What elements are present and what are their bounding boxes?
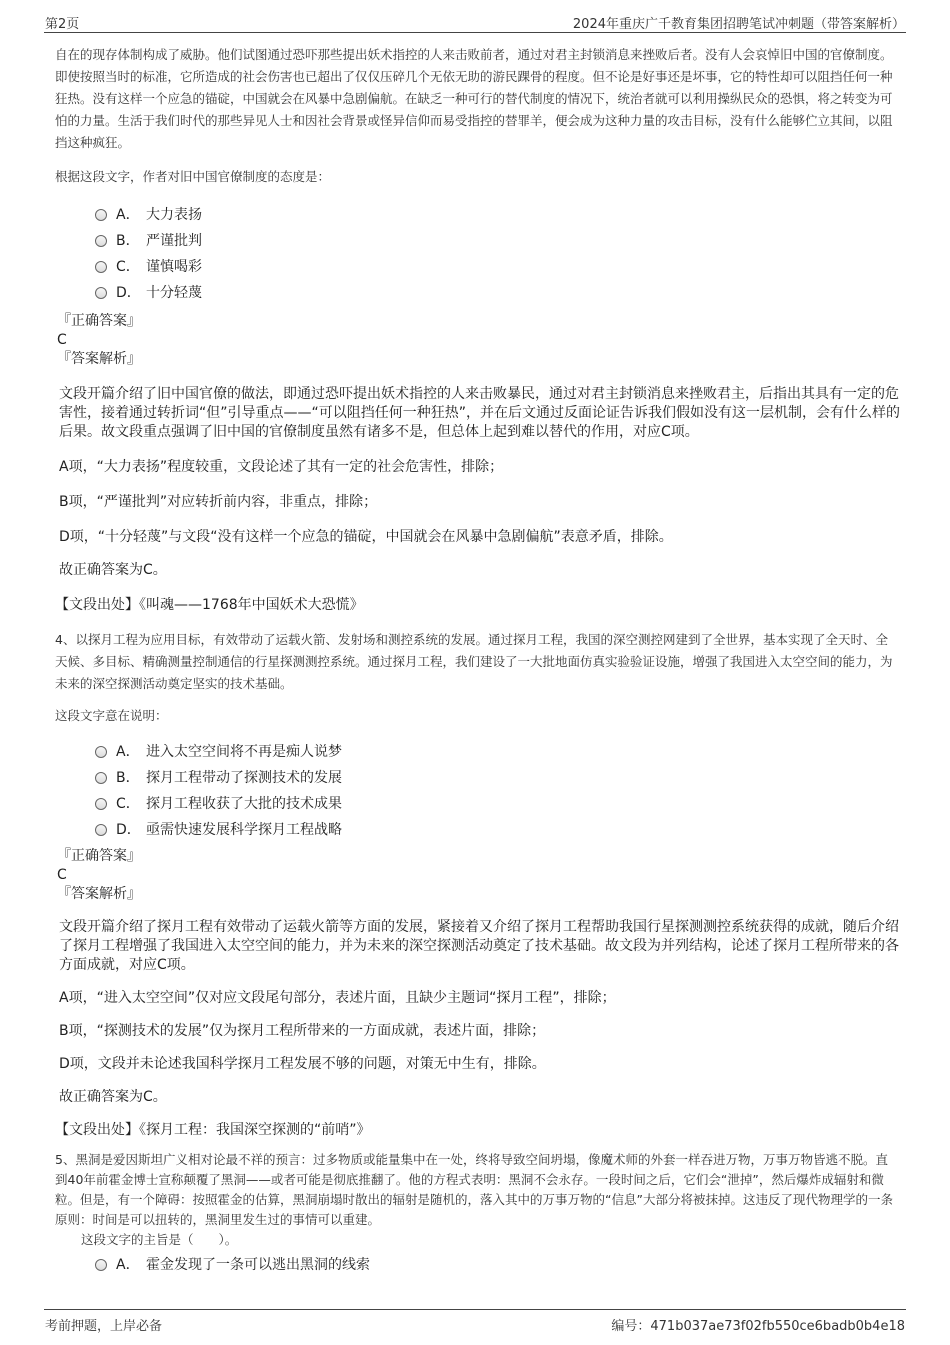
page-content <box>55 44 900 1278</box>
q3-source: 【文段出处】《叫魂——1768年中国妖术大恐慌》 <box>55 597 364 613</box>
radio-icon[interactable] <box>95 824 107 836</box>
radio-icon[interactable] <box>95 746 107 758</box>
q4-option-c[interactable]: C． 探月工程收获了大批的技术成果 <box>95 791 900 817</box>
q5-passage: 5、黑洞是爱因斯坦广义相对论最不祥的预言：过多物质或能量集中在一处，终将导致空间坍塌，像魔术师的外套一样吞进万物，万事万物皆逃不脱。直到40年前霍金博士宣称颠覆了黑洞——或者可能是彻底推翻了。他的方程式表明：黑洞不会永存。一段时间之后，它们会“泄掉”，然后爆炸成辐射和微粒。但是，有一个障碍：按照霍金的估算，黑洞崩塌时散出的辐射是随机的，落入其中的万事万物的“信息”大部分将被抹掉。这违反了现代物理学的一条原则：时间是可以扭转的，黑洞里发生过的事情可以重建。 <box>55 1152 893 1227</box>
page-header <box>0 0 950 34</box>
document-serial: 编号：471b037ae73f02fb550ce6badb0b4e18 <box>611 1319 905 1334</box>
q3-analysis-label: 『答案解析』 <box>57 351 141 367</box>
q4-options <box>55 739 900 843</box>
document-title: 2024年重庆广千教育集团招聘笔试冲刺题（带答案解析） <box>572 17 905 32</box>
footer-slogan: 考前押题，上岸必备 <box>45 1319 163 1334</box>
q4-analysis-conclusion: 故正确答案为C。 <box>59 1089 167 1105</box>
radio-icon[interactable] <box>95 261 107 273</box>
q4-analysis-main: 文段开篇介绍了探月工程有效带动了运载火箭等方面的发展，紧接着又介绍了探月工程帮助我国行星探测测控系统获得的成就，随后介绍了探月工程增强了我国进入太空空间的能力，并为未来的深空探测活动奠定了技术基础。故文段为并列结构，论述了探月工程所带来的各方面成就，对应C项。 <box>59 919 899 973</box>
q3-options <box>55 202 900 306</box>
radio-icon[interactable] <box>95 209 107 221</box>
q3-option-d[interactable]: D． 十分轻蔑 <box>95 280 900 306</box>
q3-option-b[interactable]: B． 严谨批判 <box>95 228 900 254</box>
page-footer <box>0 1305 950 1345</box>
header-divider <box>44 32 906 33</box>
q5-question: 这段文字的主旨是（ ）。 <box>81 1232 238 1247</box>
q4-option-d[interactable]: D． 亟需快速发展科学探月工程战略 <box>95 817 900 843</box>
q3-answer: C <box>57 332 67 348</box>
radio-icon[interactable] <box>95 772 107 784</box>
q4-option-b[interactable]: B． 探月工程带动了探测技术的发展 <box>95 765 900 791</box>
q4-analysis-b: B项，“探测技术的发展”仅为探月工程所带来的一方面成就，表述片面，排除； <box>59 1023 546 1039</box>
q3-analysis-d: D项，“十分轻蔑”与文段“没有这样一个应急的锚碇，中国就会在风暴中急剧偏航”表意矛盾，排除。 <box>59 529 673 545</box>
q4-question: 这段文字意在说明： <box>55 708 168 723</box>
q4-source: 【文段出处】《探月工程：我国深空探测的“前哨”》 <box>55 1122 371 1138</box>
q5-options <box>55 1252 900 1278</box>
radio-icon[interactable] <box>95 1259 107 1271</box>
radio-icon[interactable] <box>95 287 107 299</box>
q3-analysis-main: 文段开篇介绍了旧中国官僚的做法，即通过恐吓提出妖术指控的人来击败暴民，通过对君主封锁消息来挫败君主，后指出其具有一定的危害性，接着通过转折词“但”引导重点——“可以阻挡任何一种狂热”，并在后文通过反面论证告诉我们假如没有这一层机制，会有什么样的后果。故文段重点强调了旧中国的官僚制度虽然有诸多不是，但总体上起到难以替代的作用，对应C项。 <box>59 386 901 440</box>
q4-passage: 4、以探月工程为应用目标，有效带动了运载火箭、发射场和测控系统的发展。通过探月工程，我国的深空测控网建到了全世界，基本实现了全天时、全天候、多目标、精确测量控制通信的行星探测测控系统。通过探月工程，我们建设了一大批地面仿真实验验证设施，增强了我国进入太空空间的能力，为未来的深空探测活动奠定坚实的技术基础。 <box>55 632 893 691</box>
q3-passage: 自在的现存体制构成了威胁。他们试图通过恐吓那些提出妖术指控的人来击败前者，通过对君主封锁消息来挫败后者。没有人会哀悼旧中国的官僚制度。即使按照当时的标准，它所造成的社会伤害也已超出了仅仅压碎几个无依无助的游民踝骨的程度。但不论是好事还是坏事，它的特性却可以阻挡任何一种狂热。没有这样一个应急的锚碇，中国就会在风暴中急剧偏航。在缺乏一种可行的替代制度的情况下，统治者就可以利用操纵民众的恐惧，将之转变为可怕的力量。生活于我们时代的那些异见人士和因社会背景或怪异信仰而易受指控的替罪羊，便会成为这种力量的攻击目标，没有什么能够伫立其间，以阻挡这种疯狂。 <box>55 47 893 150</box>
q3-analysis-b: B项，“严谨批判”对应转折前内容，非重点，排除； <box>59 494 378 510</box>
q3-question: 根据这段文字，作者对旧中国官僚制度的态度是： <box>55 169 331 184</box>
q3-option-a[interactable]: A． 大力表扬 <box>95 202 900 228</box>
q4-analysis-label: 『答案解析』 <box>57 886 141 902</box>
q3-option-c[interactable]: C． 谨慎喝彩 <box>95 254 900 280</box>
page-number: 第2页 <box>45 17 80 32</box>
q4-analysis-d: D项，文段并未论述我国科学探月工程发展不够的问题，对策无中生有，排除。 <box>59 1056 546 1072</box>
q4-option-a[interactable]: A． 进入太空空间将不再是痴人说梦 <box>95 739 900 765</box>
q5-option-a[interactable]: A． 霍金发现了一条可以逃出黑洞的线索 <box>95 1252 900 1278</box>
q4-answer: C <box>57 867 67 883</box>
radio-icon[interactable] <box>95 798 107 810</box>
q3-analysis-conclusion: 故正确答案为C。 <box>59 562 167 578</box>
radio-icon[interactable] <box>95 235 107 247</box>
q4-analysis-a: A项，“进入太空空间”仅对应文段尾句部分，表述片面，且缺少主题词“探月工程”，排除； <box>59 990 616 1006</box>
footer-divider <box>44 1309 906 1310</box>
q3-analysis-a: A项，“大力表扬”程度较重，文段论述了其有一定的社会危害性，排除； <box>59 459 504 475</box>
q3-answer-label: 『正确答案』 <box>57 313 141 329</box>
q4-answer-label: 『正确答案』 <box>57 848 141 864</box>
